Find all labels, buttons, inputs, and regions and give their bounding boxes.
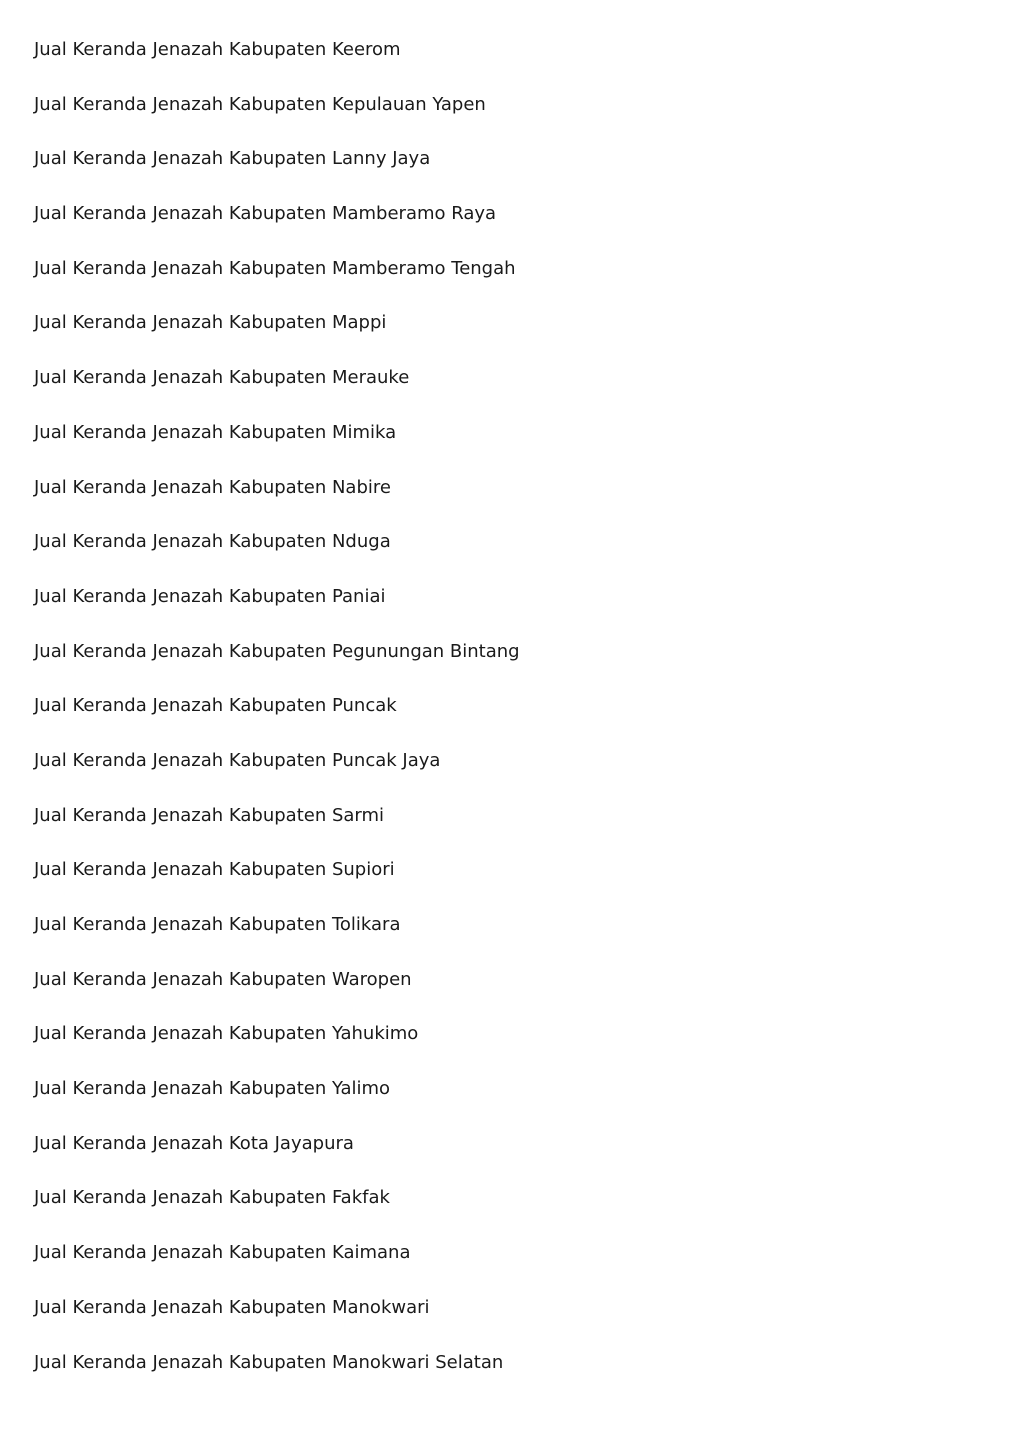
list-item: Jual Keranda Jenazah Kabupaten Puncak Jaya [34,749,441,771]
list-item: Jual Keranda Jenazah Kabupaten Fakfak [34,1187,390,1209]
list-item: Jual Keranda Jenazah Kabupaten Sarmi [34,804,385,826]
list-item: Jual Keranda Jenazah Kabupaten Lanny Jaya [34,148,431,170]
list-item: Jual Keranda Jenazah Kota Jayapura [34,1132,354,1154]
list-item: Jual Keranda Jenazah Kabupaten Yahukimo [34,1023,419,1045]
list-item: Jual Keranda Jenazah Kabupaten Kepulauan Yapen [34,93,486,115]
list-item: Jual Keranda Jenazah Kabupaten Paniai [34,585,386,607]
list-item: Jual Keranda Jenazah Kabupaten Kaimana [34,1242,411,1264]
list-item: Jual Keranda Jenazah Kabupaten Waropen [34,968,412,990]
list-item: Jual Keranda Jenazah Kabupaten Puncak [34,695,397,717]
list-item: Jual Keranda Jenazah Kabupaten Merauke [34,367,410,389]
list-item: Jual Keranda Jenazah Kabupaten Yalimo [34,1078,391,1100]
list-item: Jual Keranda Jenazah Kabupaten Mimika [34,421,397,443]
list-item: Jual Keranda Jenazah Kabupaten Manokwari [34,1296,430,1318]
list-item: Jual Keranda Jenazah Kabupaten Pegunungan Bintang [34,640,520,662]
list-item: Jual Keranda Jenazah Kabupaten Manokwari Selatan [34,1351,504,1373]
location-list [34,36,520,1403]
list-item: Jual Keranda Jenazah Kabupaten Mamberamo Tengah [34,257,516,279]
list-item: Jual Keranda Jenazah Kabupaten Mappi [34,312,387,334]
list-item: Jual Keranda Jenazah Kabupaten Keerom [34,39,401,60]
list-item: Jual Keranda Jenazah Kabupaten Tolikara [34,914,401,935]
list-item: Jual Keranda Jenazah Kabupaten Supiori [34,859,395,881]
list-item: Jual Keranda Jenazah Kabupaten Nduga [34,531,391,553]
list-item: Jual Keranda Jenazah Kabupaten Nabire [34,476,391,498]
list-item: Jual Keranda Jenazah Kabupaten Mamberamo Raya [34,203,497,225]
